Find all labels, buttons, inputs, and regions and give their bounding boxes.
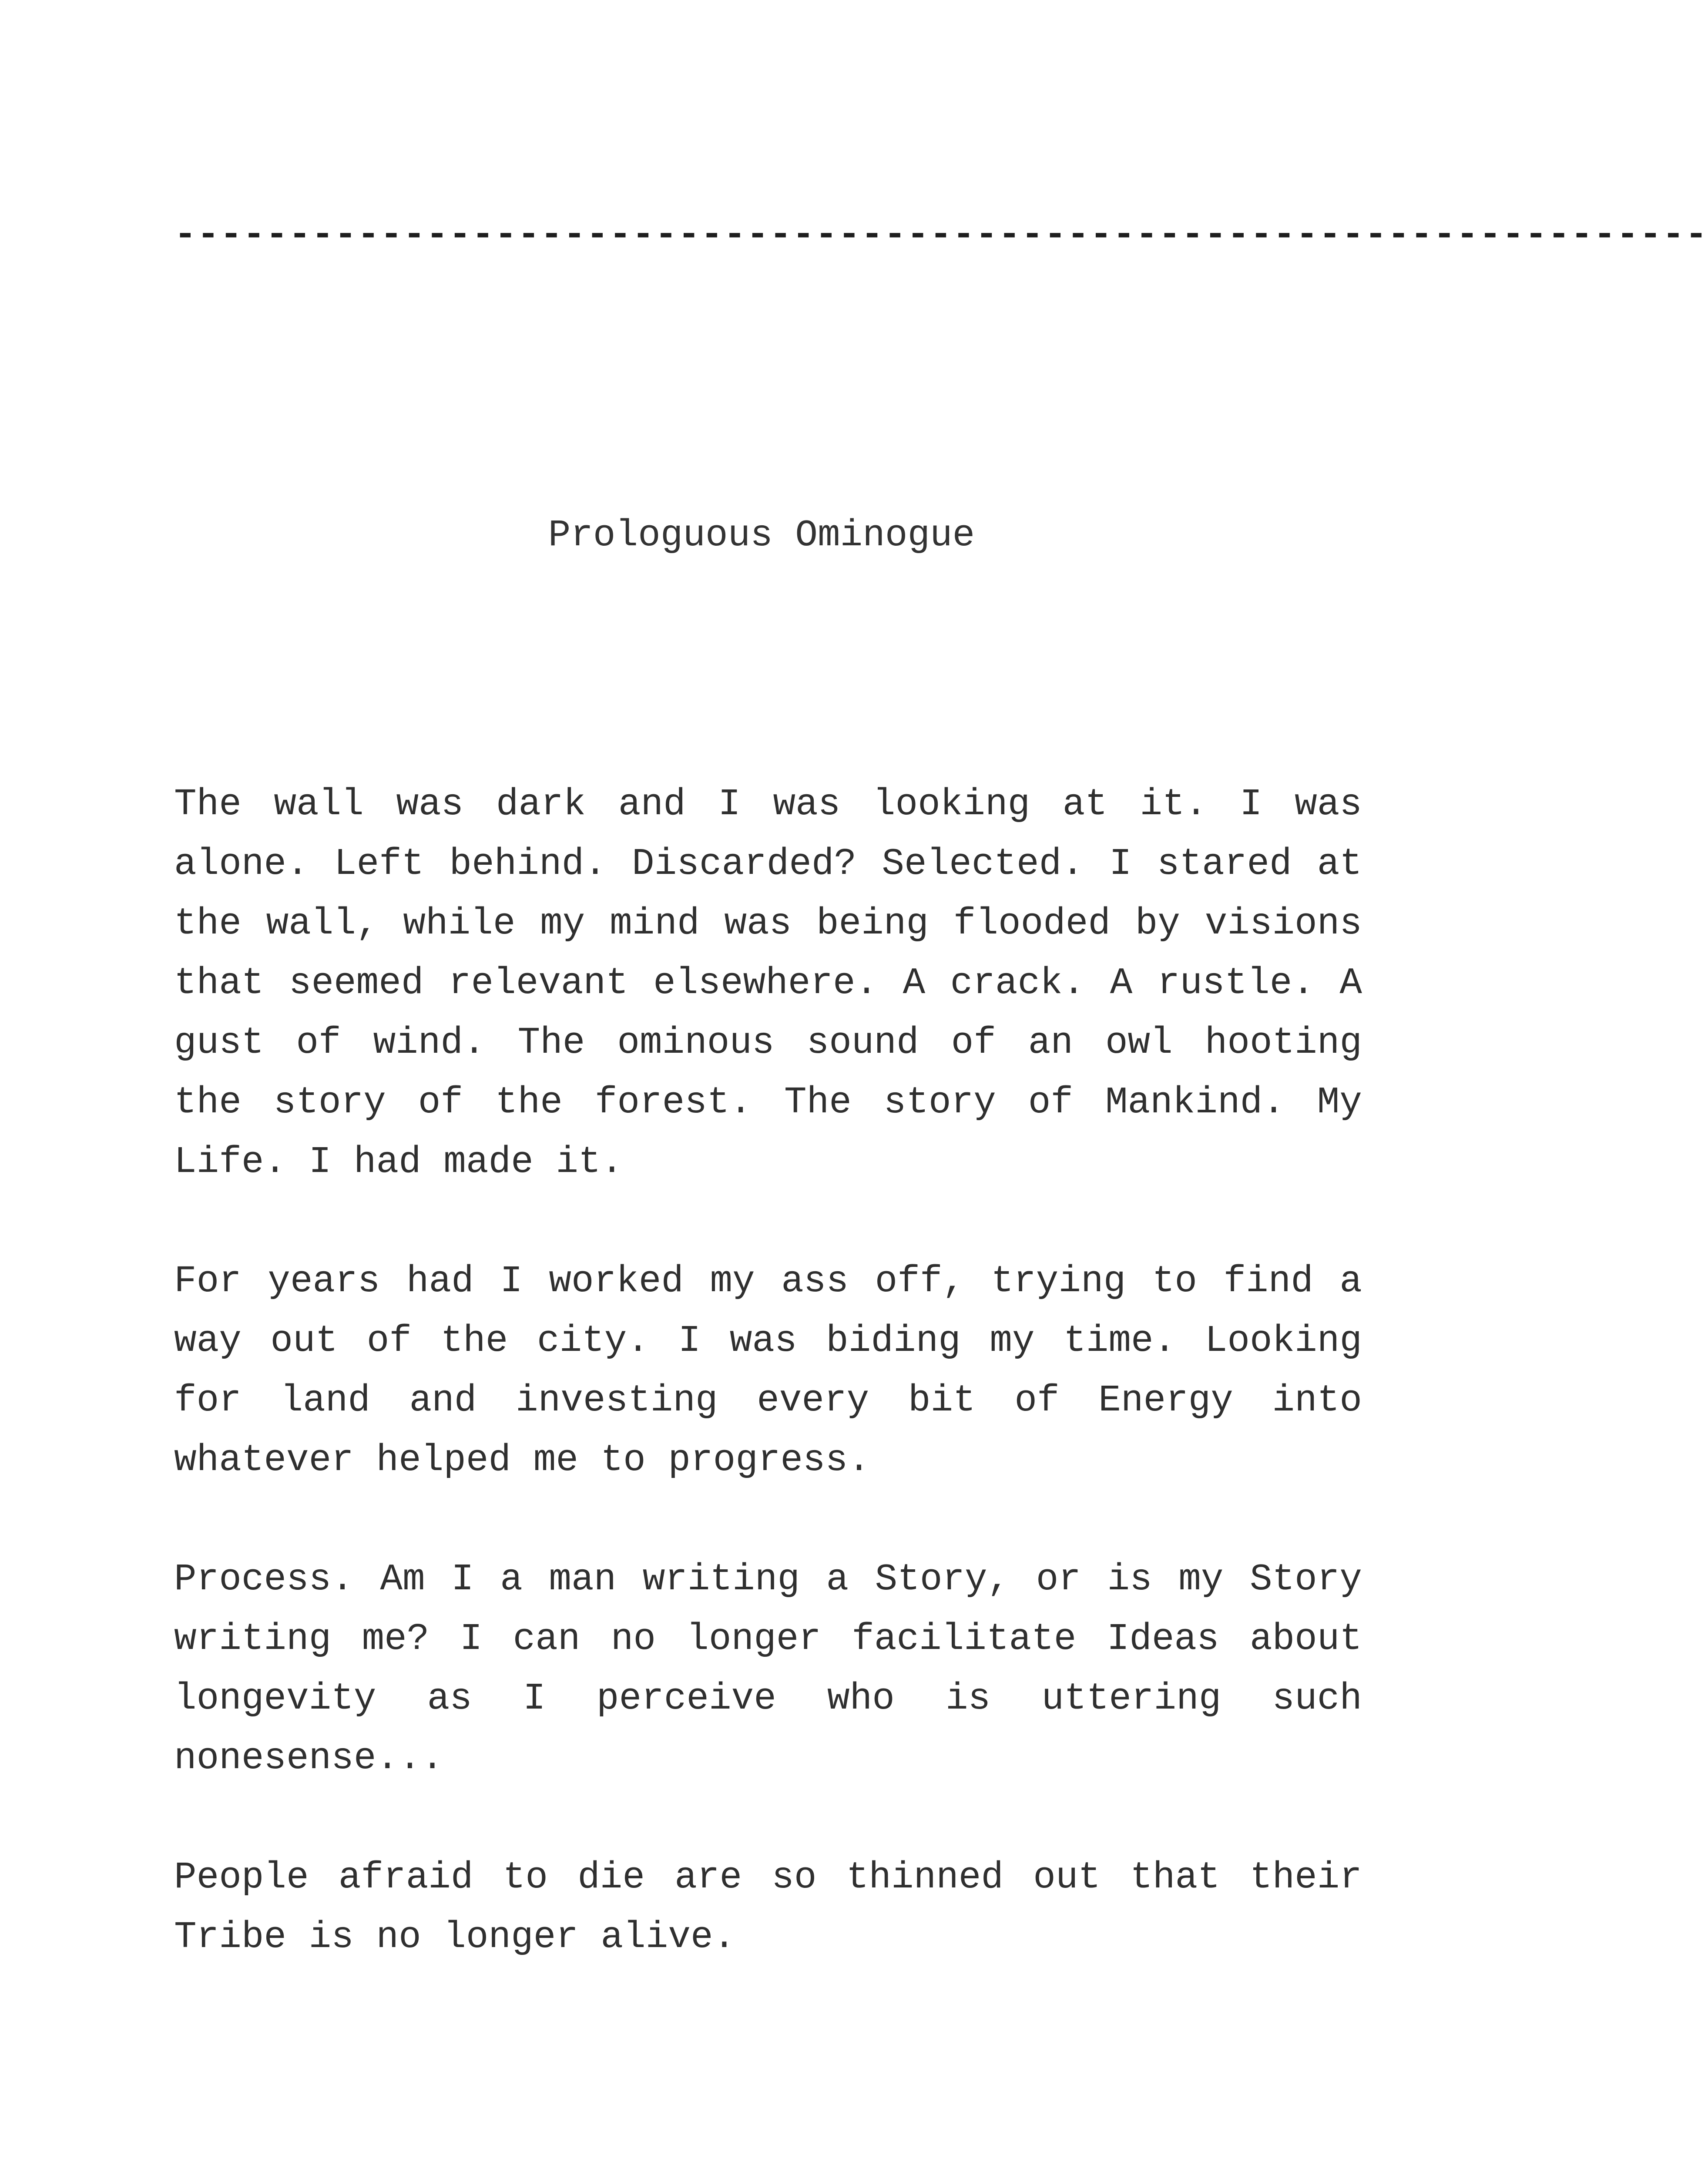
separator-line: ------------------------------------------------------------------- [174,214,1708,256]
paragraph-4: People afraid to die are so thinned out that their Tribe is no longer alive. [174,1856,1362,1958]
paragraph-1: The wall was dark and I was looking at it. I was alone. Left behind. Discarded? Selected. I stared at the wall, while my mind was being flooded by visions that seemed relevant elsewhere. A crack. A rustle. A gust of wind. The ominous sound of an owl hooting the story of the forest. The story of Mankind. My Life. I had made it. [174,783,1362,1183]
page-title: Prologuous Ominogue [548,514,975,557]
paragraph-2: For years had I worked my ass off, trying to find a way out of the city. I was biding my time. Looking for land and investing every bit of Energy into whatever helped me to progress. [174,1260,1362,1481]
body-text [174,775,1362,2027]
paragraph-3: Process. Am I a man writing a Story, or is my Story writing me? I can no longer facilitate Ideas about longevity as I perceive who is uttering such nonesense... [174,1558,1362,1780]
